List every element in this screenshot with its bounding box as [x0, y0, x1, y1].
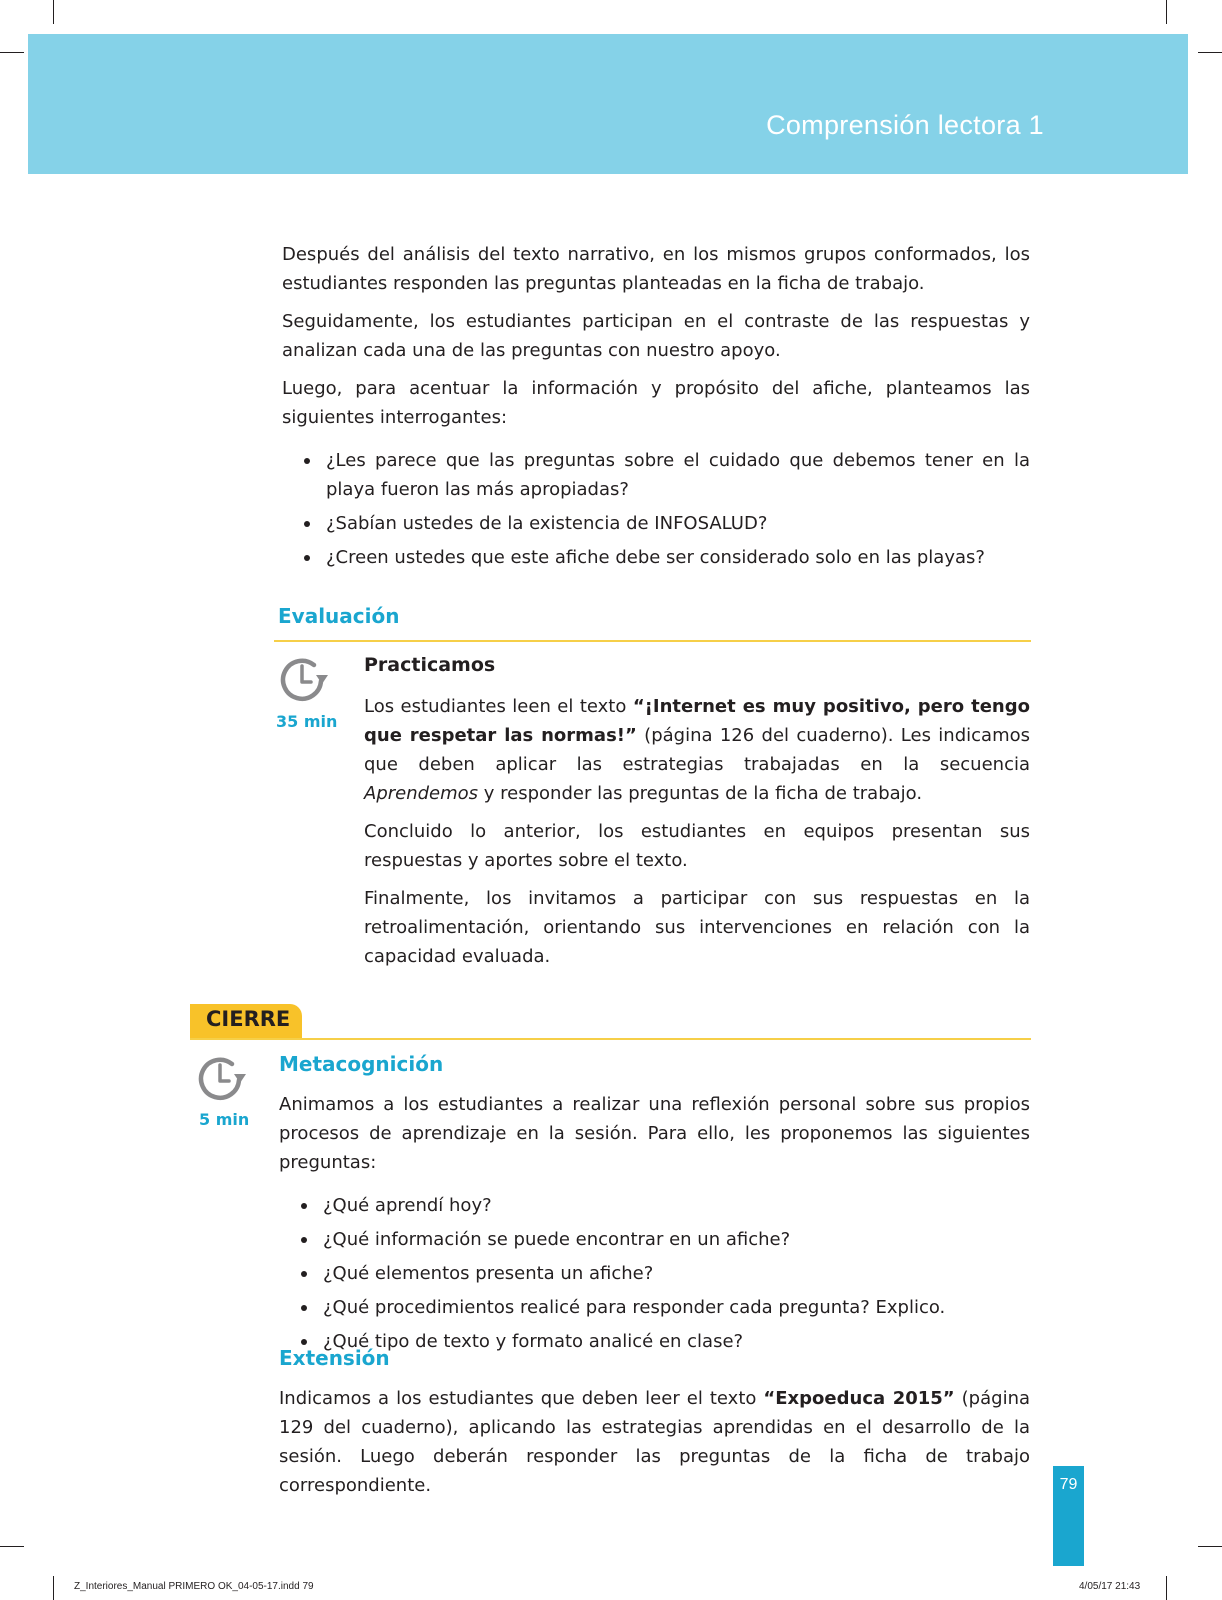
print-slug-file: Z_Interiores_Manual PRIMERO OK_04-05-17.indd 79 — [74, 1581, 314, 1592]
crop-mark — [53, 1576, 54, 1600]
crop-mark — [1198, 1546, 1222, 1547]
intro-paragraph: Seguidamente, los estudiantes participan en el contraste de las respuestas y analizan cada una de las preguntas con nuestro apoyo. — [282, 311, 1030, 361]
crop-mark — [0, 1546, 24, 1547]
intro-paragraph: Después del análisis del texto narrativo, en los mismos grupos conformados, los estudiantes responden las preguntas planteadas en la ficha de trabajo. — [282, 244, 1030, 294]
section-divider — [190, 1038, 1031, 1040]
section-heading-metacognicion: Metacognición — [279, 1052, 444, 1076]
list-item: ¿Les parece que las preguntas sobre el cuidado que debemos tener en la playa fueron las más apropiadas? — [282, 446, 1030, 504]
clock-icon — [278, 654, 330, 702]
question-list — [279, 1191, 1030, 1356]
page-number: 79 — [1059, 1476, 1078, 1493]
section-heading-evaluacion: Evaluación — [278, 604, 400, 628]
list-item: ¿Qué información se puede encontrar en un afiche? — [279, 1225, 1030, 1254]
list-item: ¿Qué aprendí hoy? — [279, 1191, 1030, 1220]
crop-mark — [1166, 1576, 1167, 1600]
print-slug-datetime: 4/05/17 21:43 — [1079, 1581, 1141, 1592]
intro-paragraph: Luego, para acentuar la información y propósito del afiche, planteamos las siguientes interrogantes: — [282, 378, 1030, 428]
clock-icon — [196, 1053, 248, 1101]
crop-mark — [53, 0, 54, 24]
section-divider — [274, 640, 1031, 642]
crop-mark — [0, 52, 24, 53]
question-list — [282, 446, 1030, 572]
evaluacion-paragraph: Los estudiantes leen el texto “¡Internet es muy positivo, pero tengo que respetar las normas!” (página 126 del cuaderno). Les indicamos que deben aplicar las estrategias trabajadas en la secuencia Aprendemos y responder las preguntas de la ficha de trabajo. — [364, 696, 1030, 804]
duration-label: 5 min — [199, 1110, 250, 1129]
crop-mark — [1198, 52, 1222, 53]
intro-section — [282, 240, 1030, 577]
list-item: ¿Qué elementos presenta un afiche? — [279, 1259, 1030, 1288]
metacognicion-paragraph: Animamos a los estudiantes a realizar una reflexión personal sobre sus propios procesos de aprendizaje en la sesión. Para ello, les proponemos las siguientes preguntas: — [279, 1094, 1030, 1173]
crop-mark — [1166, 0, 1167, 24]
subheading-practicamos: Practicamos — [364, 654, 496, 676]
evaluacion-paragraph: Finalmente, los invitamos a participar con sus respuestas en la retroalimentación, orientando sus intervenciones en relación con la capacidad evaluada. — [364, 888, 1030, 967]
list-item: ¿Sabían ustedes de la existencia de INFOSALUD? — [282, 509, 1030, 538]
page-title: Comprensión lectora 1 — [766, 110, 1044, 140]
metacognicion-body — [279, 1090, 1030, 1361]
extension-paragraph: Indicamos a los estudiantes que deben leer el texto “Expoeduca 2015” (página 129 del cuaderno), aplicando las estrategias aprendidas en el desarrollo de la sesión. Luego deberán responder las preguntas de la ficha de trabajo correspondiente. — [279, 1388, 1031, 1496]
extension-body — [279, 1384, 1030, 1509]
duration-label: 35 min — [276, 712, 338, 731]
cierre-label: CIERRE — [206, 1007, 291, 1031]
evaluacion-paragraph: Concluido lo anterior, los estudiantes en equipos presentan sus respuestas y aportes sobre el texto. — [364, 821, 1030, 871]
section-heading-extension: Extensión — [279, 1346, 390, 1370]
evaluacion-body — [364, 692, 1030, 980]
list-item: ¿Qué tipo de texto y formato analicé en clase? — [279, 1327, 1030, 1356]
list-item: ¿Qué procedimientos realicé para responder cada pregunta? Explico. — [279, 1293, 1030, 1322]
list-item: ¿Creen ustedes que este afiche debe ser considerado solo en las playas? — [282, 543, 1030, 572]
header-band — [28, 34, 1188, 174]
